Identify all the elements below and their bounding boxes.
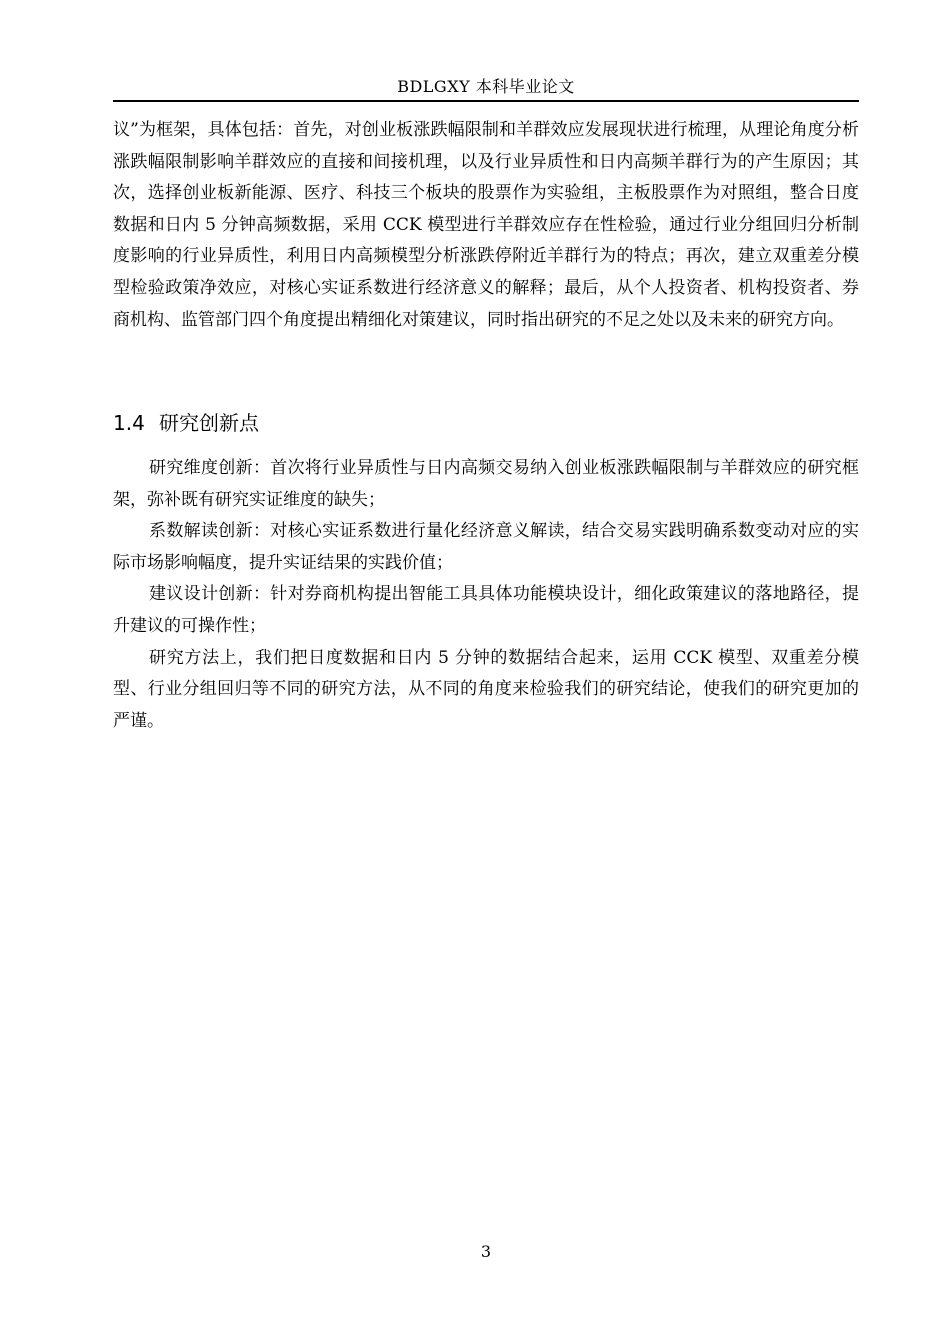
section-title: 研究创新点 bbox=[159, 411, 259, 435]
innovation-paragraph-research-dimension: 研究维度创新：首次将行业异质性与日内高频交易纳入创业板涨跌幅限制与羊群效应的研究框架，弥补既有研究实证维度的缺失； bbox=[113, 458, 859, 510]
section-body bbox=[113, 453, 859, 737]
innovation-paragraph-coefficient-interpretation: 系数解读创新：对核心实证系数进行量化经济意义解读，结合交易实践明确系数变动对应的实际市场影响幅度，提升实证结果的实践价值； bbox=[113, 521, 859, 573]
page-content bbox=[113, 115, 859, 731]
section-number: 1.4 bbox=[113, 411, 145, 435]
header-rule bbox=[113, 100, 859, 102]
innovation-paragraph-research-method: 研究方法上，我们把日度数据和日内 5 分钟的数据结合起来，运用 CCK 模型、双重差分模型、行业分组回归等不同的研究方法，从不同的角度来检验我们的研究结论，使我们的研究更加的严谨。 bbox=[113, 647, 859, 731]
innovation-paragraph-recommendation-design: 建议设计创新：针对券商机构提出智能工具具体功能模块设计，细化政策建议的落地路径，提升建议的可操作性； bbox=[113, 584, 859, 636]
intro-paragraph: 议”为框架，具体包括：首先，对创业板涨跌幅限制和羊群效应发展现状进行梳理，从理论角度分析涨跌幅限制影响羊群效应的直接和间接机理，以及行业异质性和日内高频羊群行为的产生原因；其次，选择创业板新能源、医疗、科技三个板块的股票作为实验组，主板股票作为对照组，整合日度数据和日内 5 分钟高频数据，采用 CCK 模型进行羊群效应存在性检验，通过行业分组回归分析制度影响的行业异质性，利用日内高频模型分析涨跌停附近羊群行为的特点；再次，建立双重差分模型检验政策净效应，对核心实证系数进行经济意义的解释；最后，从个人投资者、机构投资者、券商机构、监管部门四个角度提出精细化对策建议，同时指出研究的不足之处以及未来的研究方向。 bbox=[113, 120, 859, 330]
page-number: 3 bbox=[480, 1242, 492, 1261]
section-heading bbox=[113, 409, 259, 437]
running-header: BDLGXY 本科毕业论文 bbox=[397, 77, 575, 96]
